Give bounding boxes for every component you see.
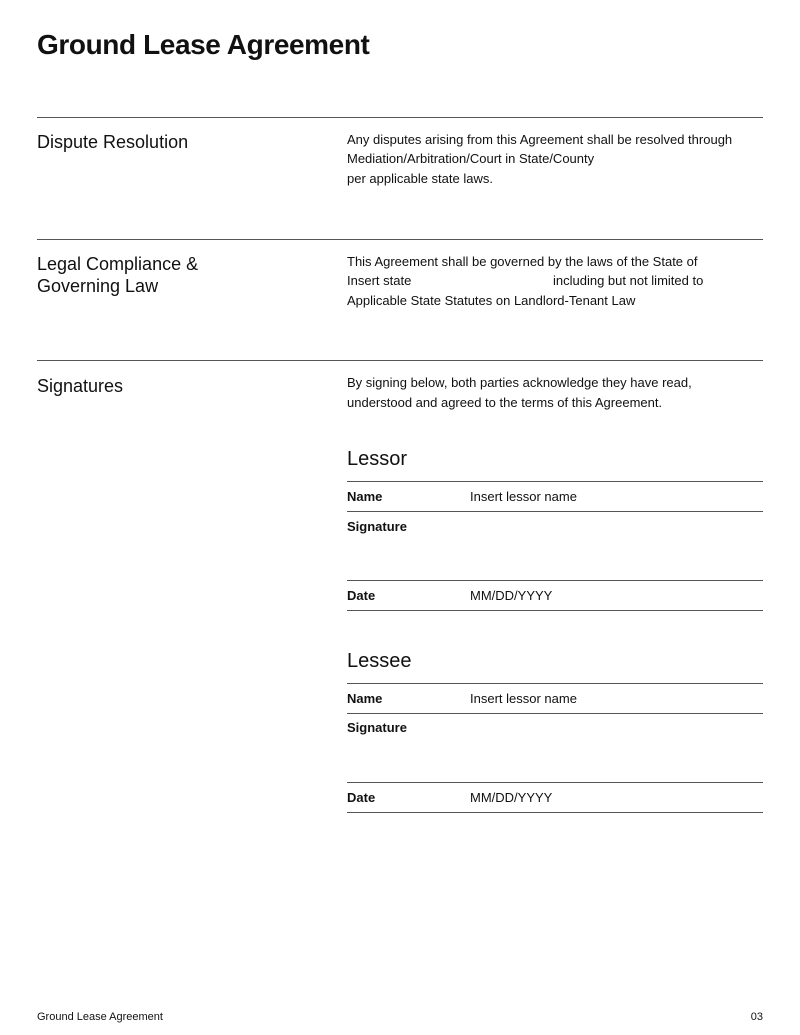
section-divider (37, 117, 763, 118)
field-divider (347, 610, 763, 611)
field-divider (347, 713, 763, 714)
lessor-date-field[interactable]: MM/DD/YYYY (470, 588, 553, 603)
dispute-resolution-heading: Dispute Resolution (37, 132, 189, 152)
legal-heading-line: Legal Compliance & (37, 254, 199, 274)
lessee-signature-line[interactable] (347, 782, 763, 783)
lessor-name-label: Name (347, 489, 383, 504)
page-title: Ground Lease Agreement (37, 29, 370, 60)
lessee-name-field[interactable]: Insert lessor name (470, 691, 577, 706)
footer-document-title: Ground Lease Agreement (37, 1011, 163, 1023)
legal-heading-line: Governing Law (37, 276, 159, 296)
section-divider (37, 360, 763, 361)
page-number: 03 (750, 1011, 763, 1023)
field-divider (347, 481, 763, 482)
lessee-signature-label: Signature (347, 720, 407, 735)
lessor-name-field[interactable]: Insert lessor name (470, 489, 577, 504)
legal-text-line: Applicable State Statutes on Landlord-Tenant Law (347, 293, 636, 308)
signatures-heading: Signatures (37, 376, 124, 396)
lessee-date-label: Date (347, 790, 376, 805)
legal-compliance-heading (37, 253, 297, 297)
signatures-text-line: By signing below, both parties acknowledge they have read, (347, 375, 692, 390)
signatures-text-line: understood and agreed to the terms of this Agreement. (347, 395, 663, 410)
lessor-signature-label: Signature (347, 519, 407, 534)
section-divider (37, 239, 763, 240)
lessor-signature-line[interactable] (347, 580, 763, 581)
dispute-text-line: Any disputes arising from this Agreement shall be resolved through (347, 132, 733, 147)
lessor-date-label: Date (347, 588, 376, 603)
field-divider (347, 683, 763, 684)
lessee-heading: Lessee (347, 650, 412, 672)
field-divider (347, 511, 763, 512)
legal-text-line: including but not limited to (553, 273, 704, 288)
state-field[interactable]: Insert state (347, 273, 412, 288)
dispute-text-line: Mediation/Arbitration/Court in State/County (347, 151, 595, 166)
lessee-date-field[interactable]: MM/DD/YYYY (470, 790, 553, 805)
legal-text-line: This Agreement shall be governed by the laws of the State of (347, 254, 698, 269)
lessee-name-label: Name (347, 691, 383, 706)
lessor-heading: Lessor (347, 448, 408, 470)
field-divider (347, 812, 763, 813)
dispute-text-line: per applicable state laws. (347, 171, 493, 186)
